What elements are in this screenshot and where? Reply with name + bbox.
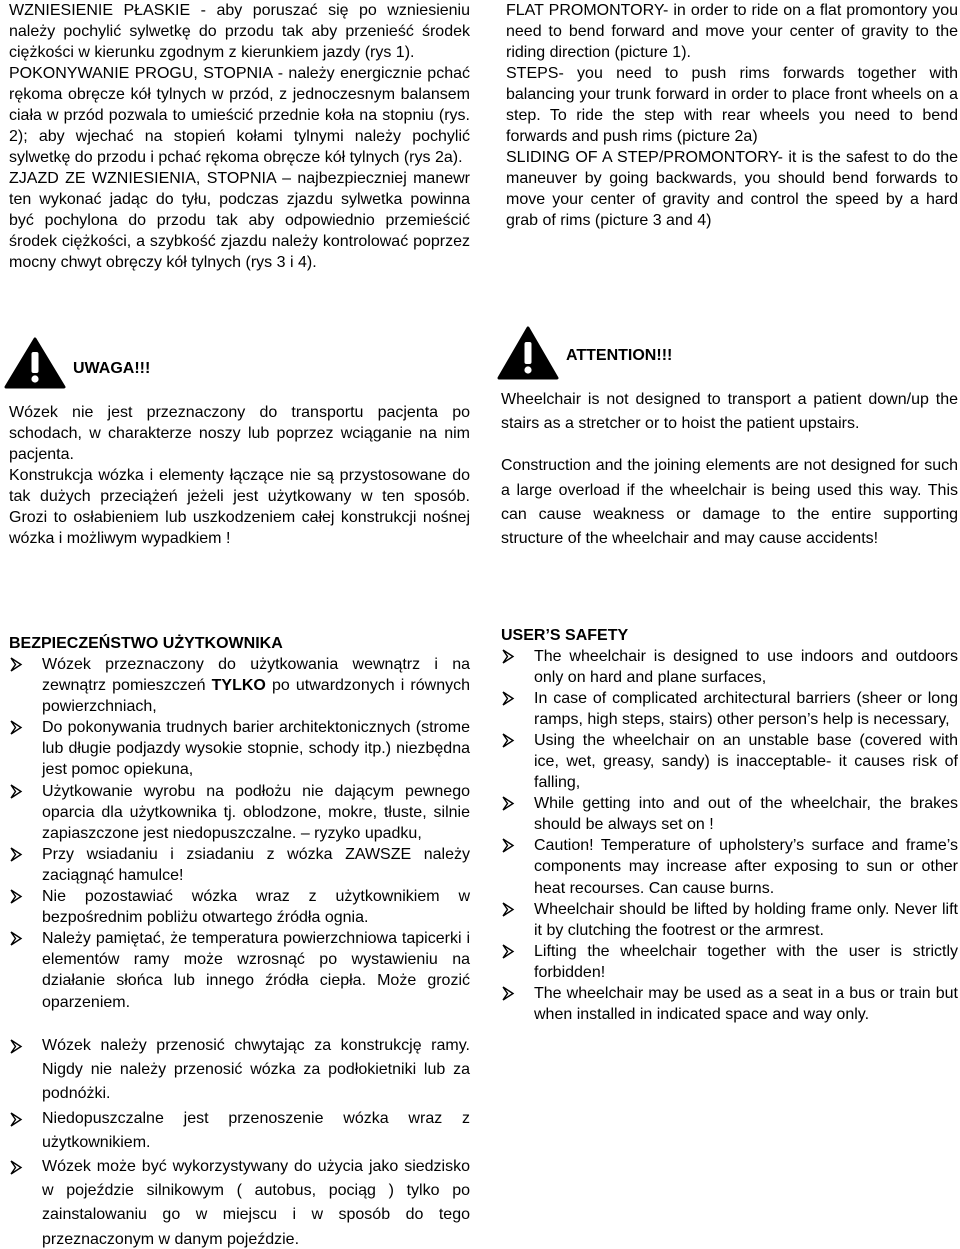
- warning-paragraph: Construction and the joining elements are not designed for such a large overload if the wheelchair is being used this way. This can cause weakness or damage to the entire supporting structure of the wheelchair and may cause accidents!: [501, 457, 958, 548]
- arrow-bullet-icon: [501, 899, 515, 919]
- safety-list-en: [501, 646, 958, 1025]
- item-text: The wheelchair is designed to use indoors and outdoors only on hard and plane surfaces,: [534, 648, 958, 687]
- item-text: The wheelchair may be used as a seat in a bus or train but when installed in indicated space and way only.: [534, 984, 958, 1023]
- arrow-bullet-icon: [501, 688, 515, 708]
- warning-triangle-icon: [4, 337, 66, 389]
- safety-list-pl: [9, 654, 470, 1013]
- item-text: Użytkowanie wyrobu na podłożu nie dającym pewnego oparcia dla użytkownika tj. oblodzone, mokre, tłuste, silnie zapiaszczone jest niedopuszczalne. – ryzyko upadku,: [42, 782, 470, 842]
- list-item: [501, 983, 958, 1025]
- list-item: [9, 1034, 470, 1107]
- arrow-bullet-icon: [9, 928, 23, 948]
- polish-riding-instructions: [9, 0, 470, 273]
- arrow-bullet-icon: [9, 886, 23, 906]
- arrow-bullet-icon: [501, 983, 515, 1003]
- safety-list-pl-continued: [9, 1034, 470, 1249]
- warning-paragraph: Wózek nie jest przeznaczony do transportu pacjenta po schodach, w charakterze noszy lub poprzez wciąganie na nim pacjenta.: [9, 404, 470, 463]
- item-text: Wózek może być wykorzystywany do użycia jako siedzisko w pojeździe silnikowym ( autobus, pociąg ) tylko po zainstalowaniu go w miejscu i w sposób do tego przeznaczonym w danym pojeździe.: [42, 1158, 470, 1248]
- arrow-bullet-icon: [9, 717, 23, 737]
- list-item: [501, 793, 958, 835]
- item-text: In case of complicated architectural barriers (sheer or long ramps, high steps, stairs) other person’s help is necessary,: [534, 690, 958, 729]
- flat-promontory-pl: WZNIESIENIE PŁASKIE - aby poruszać się po wzniesieniu należy pochylić sylwetkę do przodu tak aby przenieść środek ciężkości w kierunku zgodnym z kierunkiem jazdy (rys 1).: [9, 2, 470, 61]
- list-item: [9, 928, 470, 1012]
- list-item: [9, 844, 470, 886]
- warning-label-en: ATTENTION!!!: [566, 347, 673, 364]
- warning-triangle-icon: [497, 326, 559, 380]
- item-text: Nie pozostawiać wózka wraz z użytkownikiem w bezpośrednim pobliżu otwartego źródła ognia.: [42, 888, 470, 927]
- arrow-bullet-icon: [501, 793, 515, 813]
- list-item: [501, 835, 958, 898]
- arrow-bullet-icon: [501, 730, 515, 750]
- arrow-bullet-icon: [501, 835, 515, 855]
- item-text: While getting into and out of the wheelchair, the brakes should be always set on !: [534, 795, 958, 834]
- list-item: [501, 730, 958, 793]
- item-text: Do pokonywania trudnych barier architektonicznych (strome lub długie podjazdy wysokie stopnie, schody itp.) niezbędna jest pomoc opiekuna,: [42, 719, 470, 779]
- warning-paragraph: Wheelchair is not designed to transport a patient down/up the stairs as a stretcher or to hoist the patient upstairs.: [501, 391, 958, 433]
- item-text: po utwardzonych i równych powierzchniach,: [42, 677, 470, 716]
- list-item: [9, 654, 470, 717]
- english-riding-instructions: [506, 0, 958, 231]
- arrow-bullet-icon: [9, 844, 23, 864]
- arrow-bullet-icon: [9, 1157, 23, 1177]
- arrow-bullet-icon: [501, 941, 515, 961]
- safety-title-en: USER’S SAFETY: [501, 627, 629, 644]
- item-emphasis: TYLKO: [211, 677, 266, 695]
- english-warning-text: [501, 388, 958, 551]
- arrow-bullet-icon: [9, 1036, 23, 1056]
- steps-en: STEPS- you need to push rims forwards together with balancing your trunk forward in order to place front wheels on a step. To ride the step with rear wheels you need to bend forwards and push rims (picture 2a): [506, 65, 958, 145]
- list-item: [9, 781, 470, 844]
- list-item: [9, 1107, 470, 1155]
- list-item: [9, 1155, 470, 1249]
- list-item: [501, 899, 958, 941]
- item-text: Caution! Temperature of upholstery’s surface and frame’s components may increase after exposing to sun or other heat recourses. Can cause burns.: [534, 837, 958, 897]
- item-text: Lifting the wheelchair together with the user is strictly forbidden!: [534, 942, 958, 981]
- item-text: Wózek należy przenosić chwytając za konstrukcję ramy. Nigdy nie należy przenosić wózka za podłokietniki lub za podnóżki.: [42, 1037, 470, 1103]
- item-text: Należy pamiętać, że temperatura powierzchniowa tapicerki i elementów ramy może wzrosnąć po wystawieniu na działanie słońca lub innego źródła ciepła. Może grozić oparzeniem.: [42, 930, 470, 1011]
- arrow-bullet-icon: [9, 1109, 23, 1129]
- step-pl: POKONYWANIE PROGU, STOPNIA - należy energicznie pchać rękoma obręcze kół tylnych w przód, z jednoczesnym balansem ciała w przód pozwala to umieścić przednie koła na stopniu (rys. 2); aby wjechać na stopień kołami tylnymi należy pochylić sylwetkę do przodu i pchać rękoma obręcze kół tylnych (rys 2a).: [9, 65, 470, 166]
- item-text: Wheelchair should be lifted by holding frame only. Never lift it by clutching the footrest or the armrest.: [534, 900, 958, 939]
- arrow-bullet-icon: [501, 646, 515, 666]
- list-item: [9, 886, 470, 928]
- list-item: [501, 688, 958, 730]
- list-item: [501, 941, 958, 983]
- flat-promontory-en: FLAT PROMONTORY- in order to ride on a flat promontory you need to bend forward and move your center of gravity to the riding direction (picture 1).: [506, 2, 958, 61]
- warning-label-pl: UWAGA!!!: [73, 360, 151, 377]
- sliding-pl: ZJAZD ZE WZNIESIENIA, STOPNIA – najbezpieczniej manewr ten wykonać jadąc do tyłu, podczas zjazdu sylwetka powinna być pochylona do przodu tak aby odpowiednio przemieścić środek ciężkości, a szybkość zjazdu należy kontrolować poprzez mocny chwyt obręczy kół tylnych (rys 3 i 4).: [9, 170, 470, 271]
- list-item: [501, 646, 958, 688]
- warning-paragraph: Konstrukcja wózka i elementy łączące nie są przystosowane do tak dużych przeciążeń jeżeli jest użytkowany w ten sposób. Grozi to osłabieniem lub uszkodzeniem całej konstrukcji nośnej wózka i możliwym wypadkiem !: [9, 467, 470, 547]
- arrow-bullet-icon: [9, 654, 23, 674]
- item-text: Using the wheelchair on an unstable base (covered with ice, wet, greasy, sandy) is inacceptable- it causes risk of falling,: [534, 732, 958, 792]
- item-text: Przy wsiadaniu i zsiadaniu z wózka ZAWSZE należy zaciągnąć hamulce!: [42, 845, 470, 884]
- polish-warning-text: [9, 402, 470, 549]
- item-text: Niedopuszczalne jest przenoszenie wózka wraz z użytkownikiem.: [42, 1109, 470, 1151]
- arrow-bullet-icon: [9, 781, 23, 801]
- safety-title-pl: BEZPIECZEŃSTWO UŻYTKOWNIKA: [9, 635, 283, 652]
- list-item: [9, 717, 470, 780]
- sliding-en: SLIDING OF A STEP/PROMONTORY- it is the safest to do the maneuver by going backwards, you should bend forwards to move your center of gravity and control the speed by a hard grab of rims (picture 3 and 4): [506, 149, 958, 229]
- item-text: Wózek przeznaczony do użytkowania wewnątrz i na zewnątrz pomieszczeń: [42, 656, 470, 695]
